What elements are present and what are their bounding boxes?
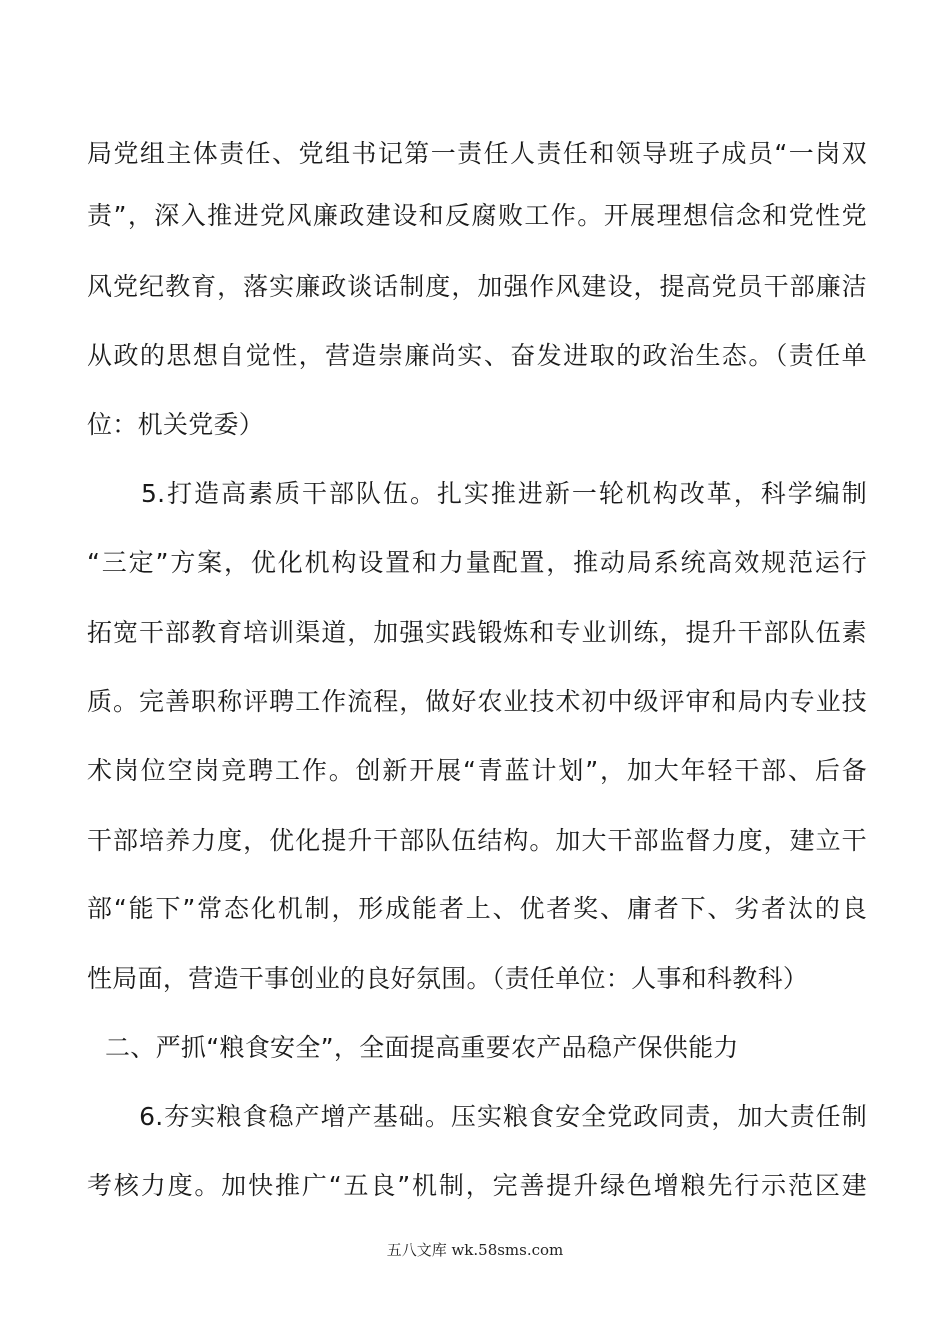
text-line: 从政的思想自觉性，营造崇廉尚实、奋发进取的政治生态。（责任单 (87, 341, 867, 370)
text-line: 位：机关党委） (87, 410, 265, 439)
text-line: 术岗位空岗竞聘工作。创新开展“青蓝计划”，加大年轻干部、后备 (87, 756, 867, 785)
text-line: 干部培养力度，优化提升干部队伍结构。加大干部监督力度，建立干 (87, 826, 867, 855)
text-line: 性局面，营造干事创业的良好氛围。（责任单位：人事和科教科） (87, 964, 809, 993)
section-heading: 二、严抓“粮食安全”，全面提高重要农产品稳产保供能力 (105, 1033, 739, 1062)
footer-watermark: 五八文库 wk.58sms.com (386, 1241, 564, 1259)
text-line: “三定”方案，优化机构设置和力量配置，推动局系统高效规范运行 (87, 548, 867, 577)
text-line: 考核力度。加快推广“五良”机制，完善提升绿色增粮先行示范区建 (87, 1171, 867, 1200)
text-line: 6.夯实粮食稳产增产基础。压实粮食安全党政同责，加大责任制 (87, 1102, 867, 1131)
text-line: 拓宽干部教育培训渠道，加强实践锻炼和专业训练，提升干部队伍素 (87, 618, 867, 647)
text-line: 局党组主体责任、党组书记第一责任人责任和领导班子成员“一岗双 (87, 139, 867, 168)
text-line: 风党纪教育，落实廉政谈话制度，加强作风建设，提高党员干部廉洁 (87, 272, 867, 301)
text-line: 5.打造高素质干部队伍。扎实推进新一轮机构改革，科学编制 (87, 479, 867, 508)
text-line: 部“能下”常态化机制，形成能者上、优者奖、庸者下、劣者汰的良 (87, 894, 867, 923)
text-line: 责”，深入推进党风廉政建设和反腐败工作。开展理想信念和党性党 (87, 201, 867, 230)
text-line: 质。完善职称评聘工作流程，做好农业技术初中级评审和局内专业技 (87, 687, 867, 716)
